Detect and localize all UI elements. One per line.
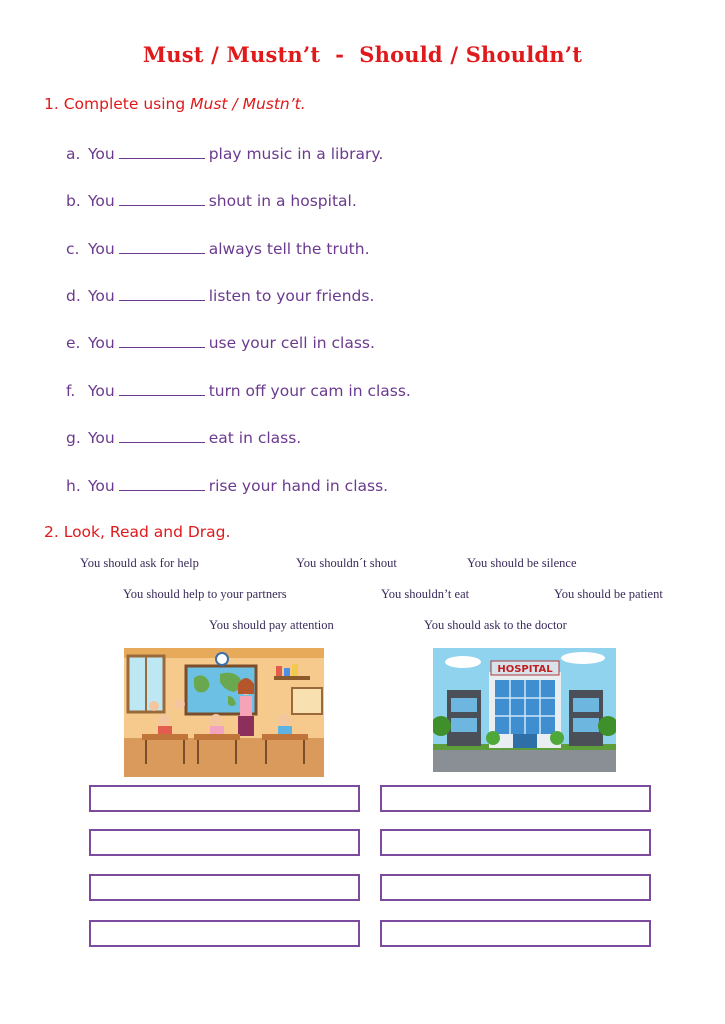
drop-box-hospital-4[interactable] — [380, 920, 651, 947]
drop-box-classroom-3[interactable] — [89, 874, 360, 901]
section-1-heading — [44, 95, 306, 113]
answer-blank-g[interactable] — [119, 428, 205, 443]
exercise-item-h — [66, 476, 388, 495]
item-text: play music in a library. — [208, 145, 384, 163]
item-text: turn off your cam in class. — [208, 382, 411, 400]
item-letter: d. — [66, 287, 81, 305]
item-subject: You — [88, 192, 115, 210]
answer-blank-c[interactable] — [119, 239, 205, 254]
item-letter: g. — [66, 429, 81, 447]
classroom-illustration — [124, 648, 324, 777]
exercise-item-c — [66, 239, 370, 258]
item-text: always tell the truth. — [208, 240, 370, 258]
section-1-heading-text: 1. Complete using — [44, 95, 191, 113]
item-text: eat in class. — [208, 429, 302, 447]
section-1-heading-italic: Must / Mustn’t. — [190, 95, 306, 113]
item-subject: You — [88, 334, 115, 352]
drag-option[interactable]: You should be patient — [554, 587, 663, 601]
answer-blank-d[interactable] — [119, 286, 205, 301]
drop-box-classroom-4[interactable] — [89, 920, 360, 947]
drop-box-hospital-2[interactable] — [380, 829, 651, 856]
hospital-sign: HOSPITAL — [497, 664, 553, 675]
hospital-illustration — [433, 648, 616, 772]
answer-blank-f[interactable] — [119, 381, 205, 396]
page-title: Must / Mustn’t - Should / Shouldn’t — [142, 42, 583, 67]
item-subject: You — [88, 477, 115, 495]
drag-option[interactable]: You shouldn´t shout — [296, 556, 397, 570]
item-text: rise your hand in class. — [208, 477, 389, 495]
item-subject: You — [88, 382, 115, 400]
drag-option[interactable]: You should be silence — [467, 556, 577, 570]
item-letter: e. — [66, 334, 81, 352]
drop-box-classroom-2[interactable] — [89, 829, 360, 856]
item-subject: You — [88, 429, 115, 447]
drag-option[interactable]: You should help to your partners — [123, 587, 287, 601]
answer-blank-e[interactable] — [119, 333, 205, 348]
item-letter: h. — [66, 477, 81, 495]
exercise-item-a — [66, 144, 383, 163]
item-subject: You — [88, 287, 115, 305]
exercise-item-g — [66, 428, 301, 447]
answer-blank-b[interactable] — [119, 191, 205, 206]
drag-option[interactable]: You should ask for help — [80, 556, 199, 570]
exercise-item-f — [66, 381, 411, 400]
item-subject: You — [88, 145, 115, 163]
drop-box-classroom-1[interactable] — [89, 785, 360, 812]
exercise-item-b — [66, 191, 357, 210]
answer-blank-h[interactable] — [119, 476, 205, 491]
item-letter: a. — [66, 145, 81, 163]
section-2-heading: 2. Look, Read and Drag. — [44, 523, 231, 541]
exercise-item-d — [66, 286, 374, 305]
item-text: use your cell in class. — [208, 334, 375, 352]
item-letter: b. — [66, 192, 81, 210]
answer-blank-a[interactable] — [119, 144, 205, 159]
classroom-image — [124, 648, 324, 777]
item-letter: f. — [66, 382, 76, 400]
drag-option[interactable]: You shouldn’t eat — [381, 587, 470, 601]
item-letter: c. — [66, 240, 80, 258]
exercise-item-e — [66, 333, 375, 352]
item-subject: You — [88, 240, 115, 258]
drag-option[interactable]: You should pay attention — [209, 618, 334, 632]
drop-box-hospital-1[interactable] — [380, 785, 651, 812]
drag-option[interactable]: You should ask to the doctor — [424, 618, 567, 632]
item-text: listen to your friends. — [208, 287, 375, 305]
item-text: shout in a hospital. — [208, 192, 357, 210]
drop-box-hospital-3[interactable] — [380, 874, 651, 901]
hospital-image — [433, 648, 616, 772]
